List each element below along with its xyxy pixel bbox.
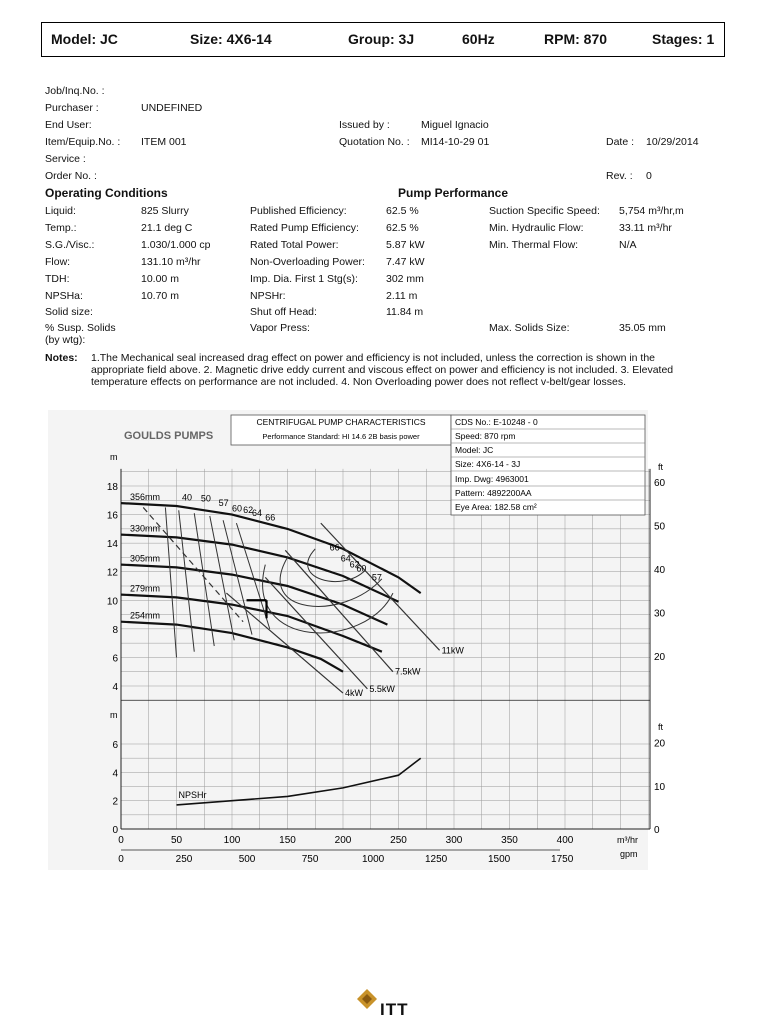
susp-label-2: (by wtg):: [45, 334, 86, 346]
npshr-value: 2.11 m: [386, 290, 418, 302]
susp-label-1: % Susp. Solids: [45, 322, 116, 334]
flow-label: Flow:: [45, 256, 71, 268]
stages: Stages: 1: [652, 31, 715, 47]
efficiency-label: 62: [243, 505, 254, 516]
npsh-tick-label: 0: [112, 825, 118, 836]
model-header: [41, 22, 725, 57]
head-ft-tick-label: 20: [654, 652, 666, 664]
npsh-tick-label: 6: [112, 740, 118, 751]
tdh-label: TDH:: [45, 273, 70, 285]
efficiency-label: 57: [218, 498, 229, 508]
rev-label: Rev. :: [606, 170, 633, 182]
date-label: Date :: [606, 136, 635, 148]
frequency: 60Hz: [462, 31, 495, 47]
suction-label: Suction Specific Speed:: [489, 205, 600, 217]
notes-label: Notes:: [45, 352, 78, 364]
minhyd-value: 33.11 m³/hr: [619, 222, 672, 234]
head-ft-tick-label: 50: [654, 521, 666, 533]
efficiency-label: 60: [232, 503, 243, 514]
nonover-value: 7.47 kW: [386, 256, 425, 268]
quote-label: Quotation No. :: [339, 136, 410, 148]
head-tick-label: 8: [112, 624, 118, 636]
minthermal-value: N/A: [619, 239, 637, 251]
x2-tick-label: 500: [238, 854, 256, 865]
x-unit: m³/hr: [617, 835, 638, 845]
chart-standard: Performance Standard: HI 14.6 2B basis power: [262, 432, 420, 441]
liquid-value: 825 Slurry: [141, 205, 189, 217]
shutoff-label: Shut off Head:: [250, 306, 317, 318]
x2-tick-label: 750: [301, 854, 319, 865]
impdia-label: Imp. Dia. First 1 Stg(s):: [250, 273, 358, 285]
tdh-value: 10.00 m: [141, 273, 179, 285]
chart-size: Size: 4X6-14 - 3J: [455, 459, 521, 469]
nonover-label: Non-Overloading Power:: [250, 256, 365, 268]
rateff-label: Rated Pump Efficiency:: [250, 222, 359, 234]
issued-value: Miguel Ignacio: [421, 119, 489, 131]
x-tick-label: 300: [445, 835, 463, 846]
service-label: Service :: [45, 153, 86, 165]
head-curve-label: 279mm: [130, 583, 161, 594]
npsh-ft-tick-label: 10: [654, 781, 666, 793]
quote-value: MI14-10-29 01: [421, 136, 490, 148]
rev-value: 0: [646, 170, 652, 182]
head-unit-left: m: [110, 452, 118, 462]
eye-area: Eye Area: 182.58 cm²: [455, 502, 537, 512]
head-curve-label: 254mm: [130, 610, 161, 621]
efficiency-label: 64: [340, 553, 351, 564]
x2-tick-label: 1500: [487, 854, 511, 865]
chart-title: CENTRIFUGAL PUMP CHARACTERISTICS: [256, 417, 426, 427]
operating-heading: Operating Conditions: [45, 186, 168, 200]
item-label: Item/Equip.No. :: [45, 136, 121, 148]
head-curve-label: 356mm: [130, 492, 161, 503]
group: Group: 3J: [348, 31, 415, 47]
x-tick-label: 50: [170, 835, 183, 846]
x2-tick-label: 1750: [551, 854, 574, 865]
itt-logo-icon: [356, 988, 378, 1010]
npsh-ft-tick-label: 0: [654, 825, 660, 836]
x-tick-label: 200: [334, 835, 352, 846]
x-tick-label: 100: [223, 835, 241, 846]
notes-text: 1.The Mechanical seal increased drag effect on power and efficiency is not included, unless the correction is shown in the appropriate field above. 2. Magnetic drive eddy current and viscous effect on power and efficiency is not included. 3. Elevated temperature effects on performance are not included. 4. Non Overloading power does not reflect v-belt/gear losses.: [91, 352, 674, 388]
imp-dwg: Imp. Dwg: 4963001: [455, 474, 529, 484]
head-tick-label: 10: [106, 596, 118, 608]
order-label: Order No. :: [45, 170, 97, 182]
ratpow-value: 5.87 kW: [386, 239, 425, 251]
purchaser-value: UNDEFINED: [141, 102, 203, 114]
npshr-label: NPSHr:: [250, 290, 286, 302]
power-line-label: 5.5kW: [369, 683, 395, 694]
flow-value: 131.10 m³/hr: [141, 256, 201, 268]
enduser-label: End User:: [45, 119, 92, 131]
power-line-label: 4kW: [345, 688, 363, 699]
minthermal-label: Min. Thermal Flow:: [489, 239, 579, 251]
rateff-value: 62.5 %: [386, 222, 419, 234]
x-tick-label: 350: [501, 835, 518, 846]
efficiency-label: 40: [182, 492, 193, 503]
head-ft-tick-label: 30: [654, 608, 666, 620]
npsh-ft-tick-label: 20: [654, 738, 666, 750]
item-value: ITEM 001: [141, 136, 187, 148]
size: Size: 4X6-14: [190, 31, 272, 47]
x-tick-label: 0: [118, 835, 124, 846]
goulds-logo: GOULDS PUMPS: [124, 430, 214, 442]
solid-label: Solid size:: [45, 306, 93, 318]
model: Model: JC: [51, 31, 118, 47]
x2-tick-label: 250: [175, 854, 193, 865]
x-tick-label: 250: [390, 835, 407, 846]
performance-heading: Pump Performance: [398, 186, 509, 200]
liquid-label: Liquid:: [45, 205, 76, 217]
power-line-label: 7.5kW: [394, 666, 421, 677]
head-tick-label: 18: [106, 482, 118, 493]
npsha-value: 10.70 m: [141, 290, 179, 302]
notes: [45, 352, 705, 388]
itt-logo-text: ITT: [380, 1000, 409, 1019]
head-unit-right: ft: [658, 462, 664, 472]
maxsolids-value: 35.05 mm: [619, 322, 666, 334]
pubeff-label: Published Efficiency:: [250, 205, 347, 217]
x-tick-label: 400: [556, 835, 574, 846]
head-tick-label: 14: [106, 539, 118, 551]
temp-value: 21.1 deg C: [141, 222, 193, 234]
speed: Speed: 870 rpm: [455, 431, 516, 441]
npsh-tick-label: 4: [112, 768, 118, 780]
issued-label: Issued by :: [339, 119, 390, 131]
head-ft-tick-label: 40: [654, 564, 666, 576]
npsha-label: NPSHa:: [45, 290, 83, 302]
npsh-unit-right: ft: [658, 722, 664, 732]
efficiency-label: 66: [265, 512, 276, 523]
x2-tick-label: 0: [118, 854, 124, 865]
purchaser-label: Purchaser :: [45, 102, 99, 114]
power-line-label: 11kW: [441, 645, 464, 656]
suction-value: 5,754 m³/hr,m: [619, 205, 684, 217]
efficiency-label: 60: [356, 563, 367, 574]
performance-chart: [0, 405, 768, 875]
date-value: 10/29/2014: [646, 136, 699, 148]
sg-value: 1.030/1.000 cp: [141, 239, 211, 251]
x2-tick-label: 1250: [424, 854, 448, 865]
efficiency-label: 66: [329, 542, 340, 553]
vapor-label: Vapor Press:: [250, 322, 310, 334]
rpm: RPM: 870: [544, 31, 608, 47]
job-label: Job/Inq.No. :: [45, 85, 105, 97]
shutoff-value: 11.84 m: [386, 306, 424, 318]
minhyd-label: Min. Hydraulic Flow:: [489, 222, 584, 234]
head-tick-label: 12: [106, 567, 118, 579]
x-tick-label: 150: [279, 835, 296, 846]
maxsolids-label: Max. Solids Size:: [489, 322, 570, 334]
chart-model: Model: JC: [455, 445, 494, 455]
efficiency-label: 57: [371, 572, 382, 583]
efficiency-label: 64: [251, 508, 262, 518]
head-tick-label: 6: [112, 653, 118, 665]
ratpow-label: Rated Total Power:: [250, 239, 339, 251]
cds-no: CDS No.: E-10248 - 0: [455, 417, 538, 427]
npsh-tick-label: 2: [112, 796, 118, 808]
head-ft-tick-label: 60: [654, 477, 666, 489]
efficiency-label: 62: [349, 559, 360, 570]
x2-tick-label: 1000: [361, 854, 385, 865]
temp-label: Temp.:: [45, 222, 77, 234]
efficiency-label: 50: [200, 493, 211, 504]
sg-label: S.G./Visc.:: [45, 239, 95, 251]
npsh-unit-left: m: [110, 710, 118, 720]
head-curve-label: 330mm: [130, 523, 161, 534]
x2-unit: gpm: [620, 849, 638, 859]
head-curve-label: 305mm: [130, 553, 161, 564]
pubeff-value: 62.5 %: [386, 205, 419, 217]
npshr-label: NPSHr: [178, 789, 207, 800]
head-tick-label: 16: [106, 510, 118, 522]
head-tick-label: 4: [112, 682, 118, 693]
impdia-value: 302 mm: [386, 273, 424, 285]
pattern: Pattern: 4892200AA: [455, 488, 532, 498]
